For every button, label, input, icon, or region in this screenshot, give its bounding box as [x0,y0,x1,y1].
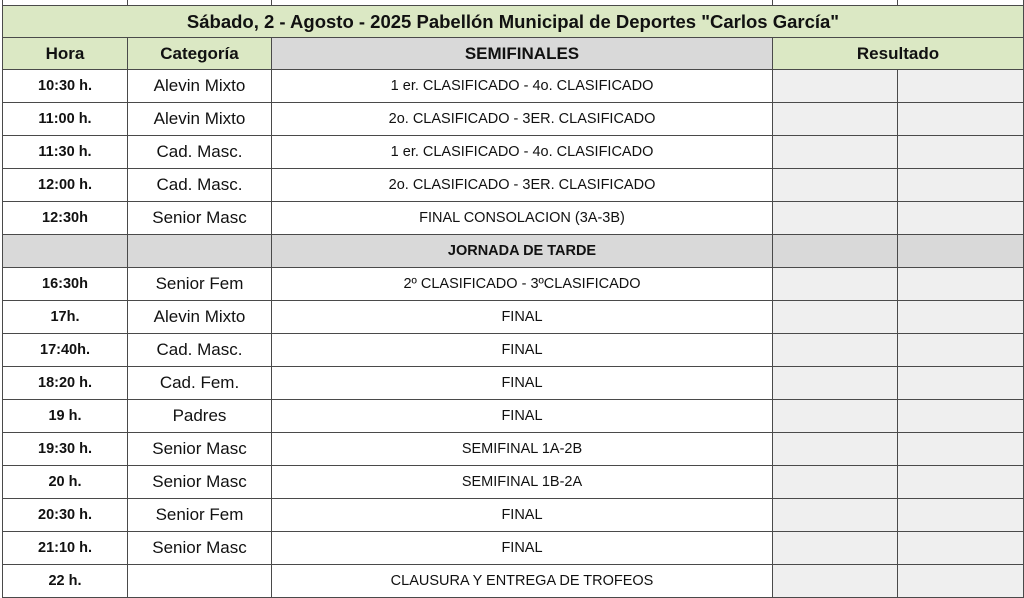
header-resultado: Resultado [773,38,1024,70]
match-cell: 1 er. CLASIFICADO - 4o. CLASIFICADO [272,136,773,169]
match-cell: FINAL [272,334,773,367]
categoria-cell: Padres [128,400,272,433]
result-cell-a[interactable] [773,400,898,433]
match-cell: 1 er. CLASIFICADO - 4o. CLASIFICADO [272,70,773,103]
result-cell-b[interactable] [898,103,1024,136]
result-cell-a[interactable] [773,235,898,268]
result-cell-a[interactable] [773,334,898,367]
result-cell-b[interactable] [898,565,1024,598]
result-cell-a[interactable] [773,103,898,136]
categoria-cell: Alevin Mixto [128,70,272,103]
hora-cell: 10:30 h. [3,70,128,103]
categoria-cell: Cad. Masc. [128,334,272,367]
result-cell-b[interactable] [898,268,1024,301]
result-cell-a[interactable] [773,301,898,334]
match-cell: SEMIFINAL 1A-2B [272,433,773,466]
table-row [3,202,1024,235]
table-row [3,532,1024,565]
header-hora: Hora [3,38,128,70]
match-cell: 2º CLASIFICADO - 3ºCLASIFICADO [272,268,773,301]
hora-cell: 22 h. [3,565,128,598]
result-cell-b[interactable] [898,301,1024,334]
table-row [3,70,1024,103]
result-cell-b[interactable] [898,202,1024,235]
categoria-cell: Senior Masc [128,433,272,466]
match-cell: JORNADA DE TARDE [272,235,773,268]
header-row [3,38,1024,70]
result-cell-a[interactable] [773,565,898,598]
table-row [3,301,1024,334]
result-cell-a[interactable] [773,268,898,301]
categoria-cell [128,565,272,598]
hora-cell: 11:30 h. [3,136,128,169]
result-cell-a[interactable] [773,202,898,235]
hora-cell: 20 h. [3,466,128,499]
table-row [3,433,1024,466]
result-cell-b[interactable] [898,499,1024,532]
categoria-cell: Cad. Fem. [128,367,272,400]
match-cell: FINAL CONSOLACION (3A-3B) [272,202,773,235]
header-categoria: Categoría [128,38,272,70]
categoria-cell: Cad. Masc. [128,169,272,202]
result-cell-b[interactable] [898,433,1024,466]
hora-cell: 17:40h. [3,334,128,367]
hora-cell: 20:30 h. [3,499,128,532]
match-cell: FINAL [272,367,773,400]
match-cell: SEMIFINAL 1B-2A [272,466,773,499]
match-cell: 2o. CLASIFICADO - 3ER. CLASIFICADO [272,103,773,136]
table-row [3,400,1024,433]
result-cell-a[interactable] [773,433,898,466]
table-row [3,499,1024,532]
categoria-cell: Senior Masc [128,466,272,499]
result-cell-b[interactable] [898,532,1024,565]
categoria-cell: Senior Fem [128,499,272,532]
match-cell: 2o. CLASIFICADO - 3ER. CLASIFICADO [272,169,773,202]
hora-cell: 12:30h [3,202,128,235]
match-cell: CLAUSURA Y ENTREGA DE TROFEOS [272,565,773,598]
result-cell-a[interactable] [773,136,898,169]
table-row [3,136,1024,169]
hora-cell [3,235,128,268]
hora-cell: 19 h. [3,400,128,433]
match-cell: FINAL [272,400,773,433]
result-cell-b[interactable] [898,334,1024,367]
hora-cell: 19:30 h. [3,433,128,466]
title-row [3,6,1024,38]
categoria-cell: Alevin Mixto [128,301,272,334]
result-cell-b[interactable] [898,235,1024,268]
match-cell: FINAL [272,499,773,532]
hora-cell: 21:10 h. [3,532,128,565]
result-cell-a[interactable] [773,169,898,202]
result-cell-b[interactable] [898,70,1024,103]
categoria-cell [128,235,272,268]
table-row [3,367,1024,400]
result-cell-b[interactable] [898,169,1024,202]
result-cell-b[interactable] [898,367,1024,400]
header-semifinales: SEMIFINALES [272,38,773,70]
match-cell: FINAL [272,532,773,565]
table-row [3,565,1024,598]
result-cell-b[interactable] [898,136,1024,169]
categoria-cell: Senior Masc [128,532,272,565]
categoria-cell: Senior Fem [128,268,272,301]
hora-cell: 18:20 h. [3,367,128,400]
hora-cell: 16:30h [3,268,128,301]
result-cell-a[interactable] [773,367,898,400]
section-row [3,235,1024,268]
result-cell-b[interactable] [898,466,1024,499]
result-cell-a[interactable] [773,466,898,499]
hora-cell: 11:00 h. [3,103,128,136]
match-cell: FINAL [272,301,773,334]
categoria-cell: Alevin Mixto [128,103,272,136]
table-row [3,169,1024,202]
categoria-cell: Cad. Masc. [128,136,272,169]
hora-cell: 12:00 h. [3,169,128,202]
table-row [3,268,1024,301]
hora-cell: 17h. [3,301,128,334]
result-cell-a[interactable] [773,532,898,565]
result-cell-b[interactable] [898,400,1024,433]
table-row [3,466,1024,499]
page-title: Sábado, 2 - Agosto - 2025 Pabellón Municipal de Deportes "Carlos García" [3,6,1024,38]
schedule-table [2,0,1024,598]
result-cell-a[interactable] [773,499,898,532]
table-row [3,334,1024,367]
result-cell-a[interactable] [773,70,898,103]
table-row [3,103,1024,136]
categoria-cell: Senior Masc [128,202,272,235]
